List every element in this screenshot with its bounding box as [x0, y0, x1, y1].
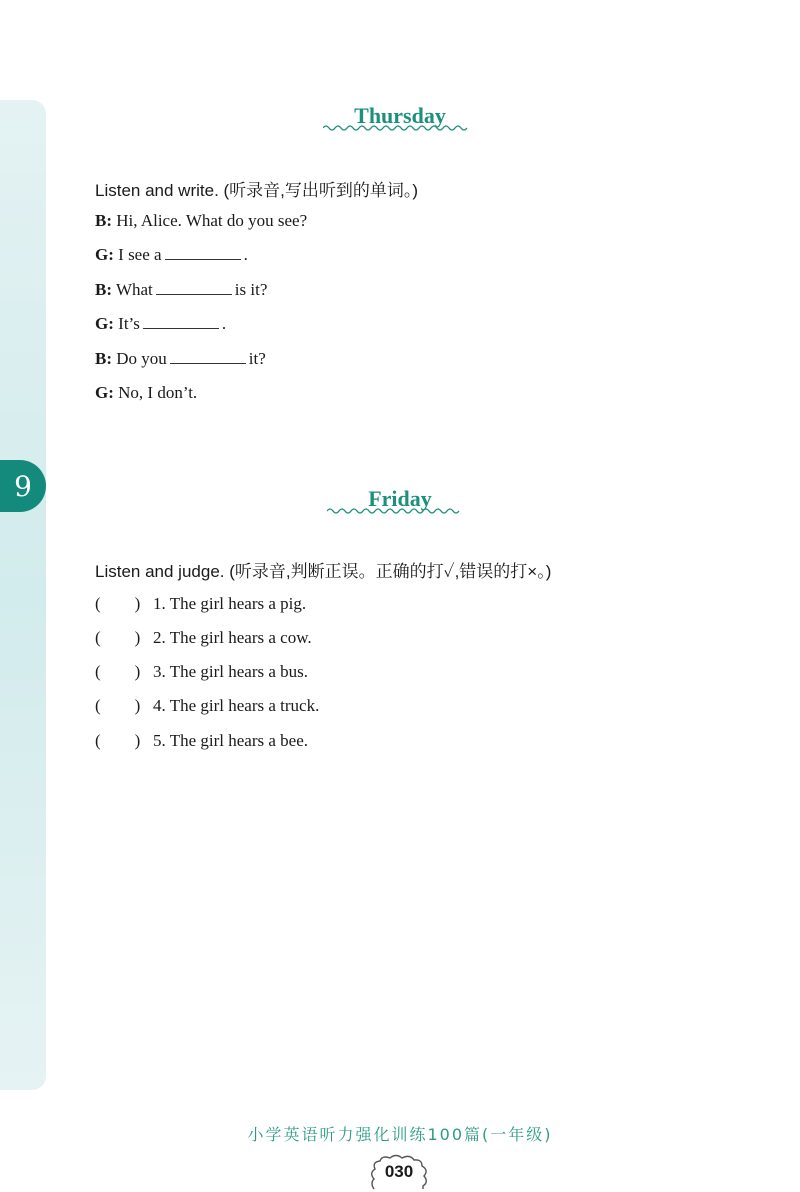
speaker: B	[95, 211, 107, 230]
thursday-instruction: Listen and write. (听录音,写出听到的单词。)	[95, 181, 419, 200]
dialog-line-1: B: Hi, Alice. What do you see?	[95, 211, 308, 230]
thursday-title: Thursday	[354, 103, 446, 128]
speaker: G	[95, 245, 109, 264]
speaker: G	[95, 383, 109, 402]
dialog-line-3: B: What is it?	[95, 280, 268, 299]
answer-paren[interactable]: ( )	[95, 628, 141, 647]
judge-text: 2. The girl hears a cow.	[153, 628, 312, 647]
speaker: B	[95, 349, 107, 368]
answer-paren[interactable]: ( )	[95, 662, 141, 681]
thursday-wave-decoration	[323, 124, 469, 132]
judge-text: 4. The girl hears a truck.	[153, 696, 320, 715]
line-text: No, I don’t.	[118, 383, 198, 402]
line-text-post: .	[243, 245, 248, 264]
footer-book-title: 小学英语听力强化训练100篇(一年级)	[247, 1125, 553, 1144]
judge-item-5	[95, 731, 308, 751]
answer-paren[interactable]: ( )	[95, 696, 141, 715]
judge-item-2	[95, 628, 312, 648]
answer-blank[interactable]	[143, 314, 219, 329]
line-text-post: .	[221, 314, 227, 333]
dialog-line-6: G: No, I don’t.	[95, 383, 198, 402]
dialog-line-5: B: Do you it?	[95, 349, 266, 368]
answer-blank[interactable]	[165, 245, 241, 260]
judge-item-1	[95, 594, 306, 614]
judge-text: 5. The girl hears a bee.	[153, 731, 308, 750]
line-text-post: is it?	[234, 280, 268, 299]
judge-item-4	[95, 696, 319, 716]
speaker: B	[95, 280, 107, 299]
answer-paren[interactable]: ( )	[95, 731, 141, 750]
friday-instruction: Listen and judge. (听录音,判断正误。正确的打✓,错误的打×。)	[95, 562, 552, 581]
line-text: Hi, Alice. What do you see?	[116, 211, 308, 230]
dialog-line-2: G: I see a .	[95, 245, 248, 264]
judge-item-3	[95, 662, 308, 682]
line-text: Do you	[116, 349, 167, 368]
line-text: It’s	[118, 314, 140, 333]
line-text: What	[115, 280, 153, 299]
dialog-line-4: G: It’s .	[95, 314, 227, 333]
answer-blank[interactable]	[170, 349, 246, 364]
judge-text: 3. The girl hears a bus.	[153, 662, 309, 681]
answer-paren[interactable]: ( )	[95, 594, 141, 613]
friday-title: Friday	[368, 486, 432, 511]
unit-tab-label: 9	[14, 469, 32, 503]
side-strip	[0, 100, 46, 1090]
page-number: 030	[384, 1162, 414, 1181]
speaker: G	[95, 314, 109, 333]
line-text-post: it?	[248, 349, 266, 368]
line-text: I see a	[118, 245, 162, 264]
friday-wave-decoration	[327, 507, 465, 515]
answer-blank[interactable]	[156, 280, 232, 295]
judge-text: 1. The girl hears a pig.	[153, 594, 307, 613]
